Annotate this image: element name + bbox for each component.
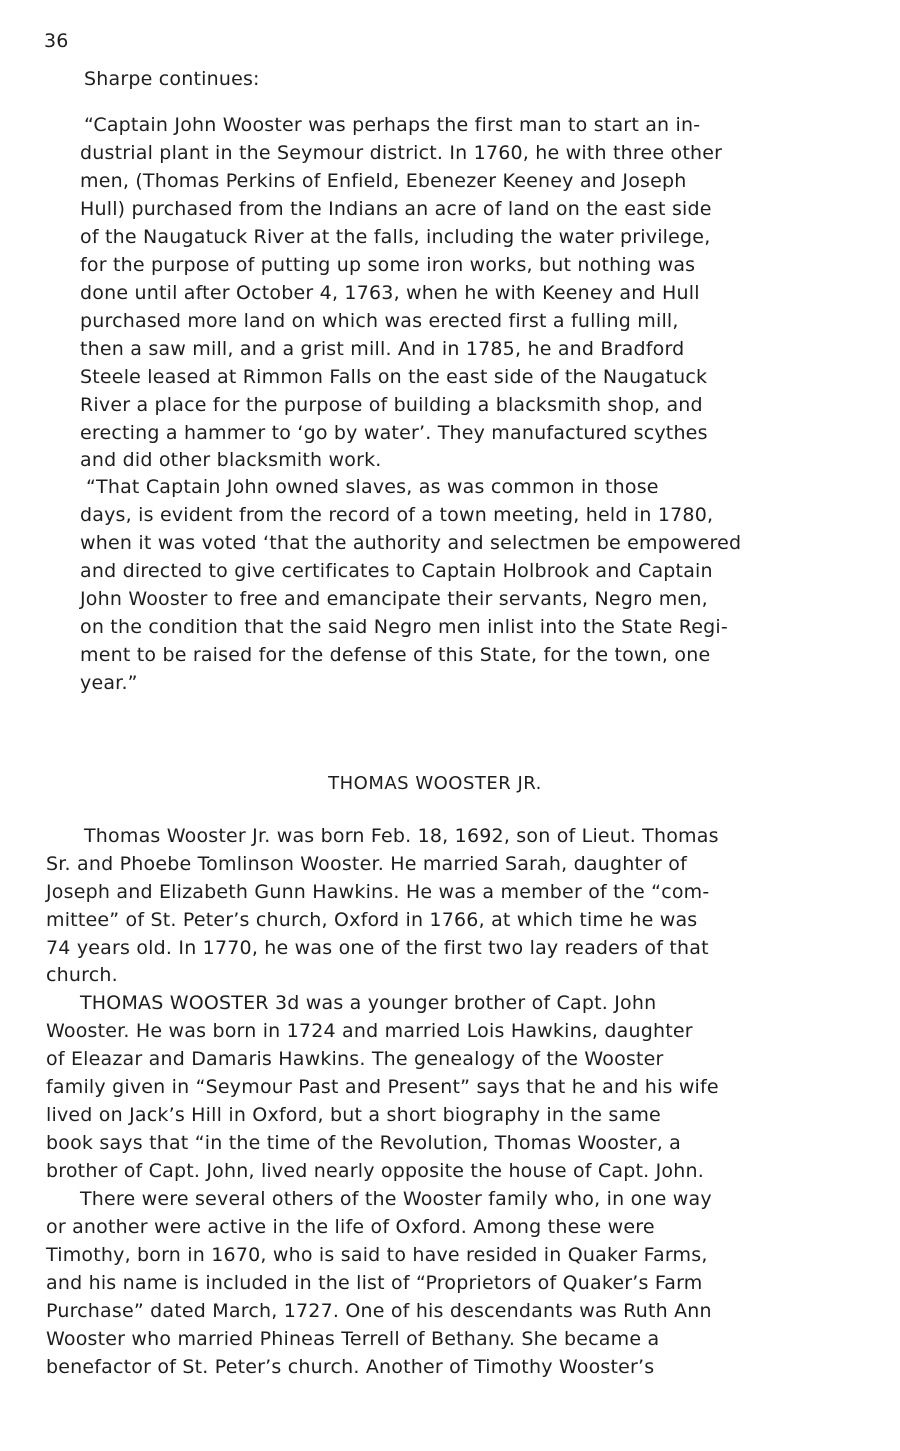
quote-line: then a saw mill, and a grist mill. And in 1785, he and Bradford bbox=[80, 338, 685, 360]
body-line: or another were active in the life of Oxford. Among these were bbox=[46, 1216, 655, 1238]
page-number: 36 bbox=[44, 30, 69, 52]
body-line: 74 years old. In 1770, he was one of the first two lay readers of that bbox=[46, 937, 709, 959]
body-line: mittee” of St. Peter’s church, Oxford in 1766, at which time he was bbox=[46, 909, 698, 931]
quote-line: “That Captain John owned slaves, as was common in those bbox=[86, 476, 659, 498]
body-line: family given in “Seymour Past and Present” says that he and his wife bbox=[46, 1076, 719, 1098]
quote-line: erecting a hammer to ‘go by water’. They manufactured scythes bbox=[80, 422, 708, 444]
quote-line: River a place for the purpose of building a blacksmith shop, and bbox=[80, 394, 703, 416]
quote-line: done until after October 4, 1763, when he with Keeney and Hull bbox=[80, 282, 700, 304]
quote-line: purchased more land on which was erected first a fulling mill, bbox=[80, 310, 679, 332]
body-line: THOMAS WOOSTER 3d was a younger brother of Capt. John bbox=[80, 992, 657, 1014]
quote-line: and did other blacksmith work. bbox=[80, 449, 382, 471]
quote-line: men, (Thomas Perkins of Enfield, Ebenezer Keeney and Joseph bbox=[80, 170, 687, 192]
body-line: lived on Jack’s Hill in Oxford, but a short biography in the same bbox=[46, 1104, 661, 1126]
body-line: and his name is included in the list of “Proprietors of Quaker’s Farm bbox=[46, 1272, 703, 1294]
body-line: church. bbox=[46, 964, 118, 986]
quote-line: when it was voted ‘that the authority and selectmen be empowered bbox=[80, 532, 742, 554]
body-line: benefactor of St. Peter’s church. Another of Timothy Wooster’s bbox=[46, 1356, 655, 1378]
body-line: Sr. and Phoebe Tomlinson Wooster. He married Sarah, daughter of bbox=[46, 853, 687, 875]
quote-line: John Wooster to free and emancipate their servants, Negro men, bbox=[80, 588, 708, 610]
quote-line: Hull) purchased from the Indians an acre of land on the east side bbox=[80, 198, 712, 220]
quote-line: year.” bbox=[80, 672, 138, 694]
body-line: Purchase” dated March, 1727. One of his descendants was Ruth Ann bbox=[46, 1300, 712, 1322]
quote-line: Steele leased at Rimmon Falls on the east side of the Naugatuck bbox=[80, 366, 708, 388]
body-line: There were several others of the Wooster family who, in one way bbox=[80, 1188, 712, 1210]
quote-line: “Captain John Wooster was perhaps the first man to start an in- bbox=[84, 114, 701, 136]
body-line: of Eleazar and Damaris Hawkins. The genealogy of the Wooster bbox=[46, 1048, 664, 1070]
intro-line: Sharpe continues: bbox=[84, 68, 260, 90]
quote-line: and directed to give certificates to Captain Holbrook and Captain bbox=[80, 560, 713, 582]
quote-line: ment to be raised for the defense of this State, for the town, one bbox=[80, 644, 711, 666]
body-line: Wooster. He was born in 1724 and married Lois Hawkins, daughter bbox=[46, 1020, 693, 1042]
body-line: Wooster who married Phineas Terrell of Bethany. She became a bbox=[46, 1328, 660, 1350]
quote-line: for the purpose of putting up some iron works, but nothing was bbox=[80, 254, 696, 276]
body-line: book says that “in the time of the Revolution, Thomas Wooster, a bbox=[46, 1132, 682, 1154]
quote-line: dustrial plant in the Seymour district. In 1760, he with three other bbox=[80, 142, 723, 164]
body-line: Thomas Wooster Jr. was born Feb. 18, 1692, son of Lieut. Thomas bbox=[84, 825, 719, 847]
quote-line: days, is evident from the record of a town meeting, held in 1780, bbox=[80, 504, 714, 526]
body-line: Timothy, born in 1670, who is said to have resided in Quaker Farms, bbox=[46, 1244, 708, 1266]
quote-line: on the condition that the said Negro men inlist into the State Regi- bbox=[80, 616, 728, 638]
body-line: Joseph and Elizabeth Gunn Hawkins. He was a member of the “com- bbox=[46, 881, 710, 903]
quote-line: of the Naugatuck River at the falls, including the water privilege, bbox=[80, 226, 711, 248]
section-heading: THOMAS WOOSTER JR. bbox=[328, 773, 542, 794]
body-line: brother of Capt. John, lived nearly opposite the house of Capt. John. bbox=[46, 1160, 704, 1182]
